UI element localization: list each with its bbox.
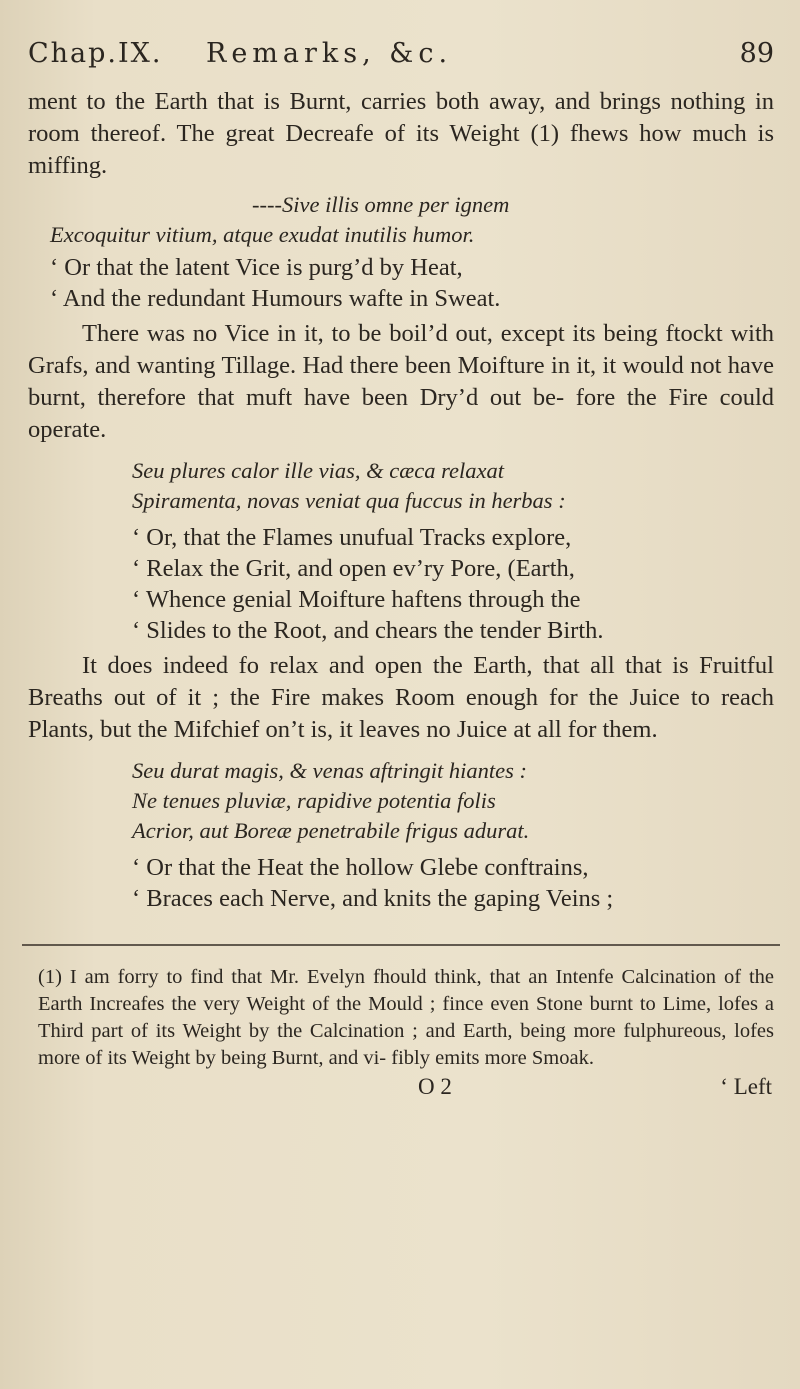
paragraph-1: ment to the Earth that is Burnt, carries both away, and brings nothing in room thereof. The great Decreafe of its Weight (1) fhews how much is miffing. xyxy=(28,88,774,179)
footnote-divider xyxy=(22,944,780,946)
page-number: 89 xyxy=(739,38,774,69)
latin-quote-3-line-1: Seu durat magis, & venas aftringit hiantes : xyxy=(132,758,527,783)
latin-quote-2 xyxy=(28,456,774,516)
latin-quote-1-line-2-wrap xyxy=(28,220,774,250)
verse-2-line-2: ‘ Relax the Grit, and open ev’ry Pore, (Earth, xyxy=(132,555,575,582)
latin-quote-2-line-2: Spiramenta, novas veniat qua fuccus in herbas : xyxy=(132,488,566,513)
verse-3 xyxy=(28,852,774,914)
running-title: Remarks, &c. xyxy=(206,38,453,69)
latin-quote-1-line-2: Excoquitur vitium, atque exudat inutilis humor. xyxy=(50,222,475,247)
verse-1-line-1: ‘ Or that the latent Vice is purg’d by Heat, xyxy=(50,254,463,281)
signature-mark: O 2 xyxy=(418,1074,452,1099)
page-body xyxy=(28,86,774,1100)
latin-quote-2-line-1: Seu plures calor ille vias, & cæca relaxat xyxy=(132,458,505,483)
latin-quote-3-line-2: Ne tenues pluviæ, rapidive potentia folis xyxy=(132,788,496,813)
verse-3-line-2: ‘ Braces each Nerve, and knits the gaping Veins ; xyxy=(132,885,614,912)
footnote-wrap xyxy=(28,964,774,1072)
verse-1 xyxy=(28,252,774,314)
latin-quote-3 xyxy=(28,756,774,846)
footnote-text: (1) I am forry to find that Mr. Evelyn fhould think, that an Intenfe Calcination of the Earth Increafes the very Weight of the Mould ; fince even Stone burnt to Lime, lofes a Third part of its Weight by the Calcination ; and Earth, being more fulphureous, lofes more of its Weight by being Burnt, and vi- fibly emits more Smoak. xyxy=(38,966,774,1069)
latin-quote-1-line-1: ----Sive illis omne per ignem xyxy=(252,192,510,217)
running-header xyxy=(28,38,774,78)
paragraph-2: There was no Vice in it, to be boil’d out, except its being ftockt with Grafs, and wanting Tillage. Had there been Moifture in it, it would not have burnt, therefore that muft have been Dry’d out be- fore the Fire could operate. xyxy=(28,320,774,443)
verse-1-line-2: ‘ And the redundant Humours wafte in Sweat. xyxy=(50,285,501,312)
latin-quote-1-line-1-wrap xyxy=(28,190,774,220)
chapter-label: Chap.IX. xyxy=(28,38,163,69)
page-footer xyxy=(28,1074,774,1100)
verse-2-line-1: ‘ Or, that the Flames unufual Tracks explore, xyxy=(132,524,572,551)
catchword: ‘ Left xyxy=(720,1074,772,1099)
paragraph-3: It does indeed fo relax and open the Earth, that all that is Fruitful Breaths out of it ; the Fire makes Room enough for the Juice to reach Plants, but the Mifchief on’t is, it leaves no Juice at all for them. xyxy=(28,652,774,743)
verse-2-line-3: ‘ Whence genial Moifture haftens through the xyxy=(132,586,581,613)
latin-quote-3-line-3: Acrior, aut Boreæ penetrabile frigus adurat. xyxy=(132,818,530,843)
verse-2 xyxy=(28,522,774,646)
verse-2-line-4: ‘ Slides to the Root, and chears the tender Birth. xyxy=(132,617,604,644)
footnote-divider-wrap xyxy=(28,944,774,946)
verse-3-line-1: ‘ Or that the Heat the hollow Glebe conftrains, xyxy=(132,854,589,881)
